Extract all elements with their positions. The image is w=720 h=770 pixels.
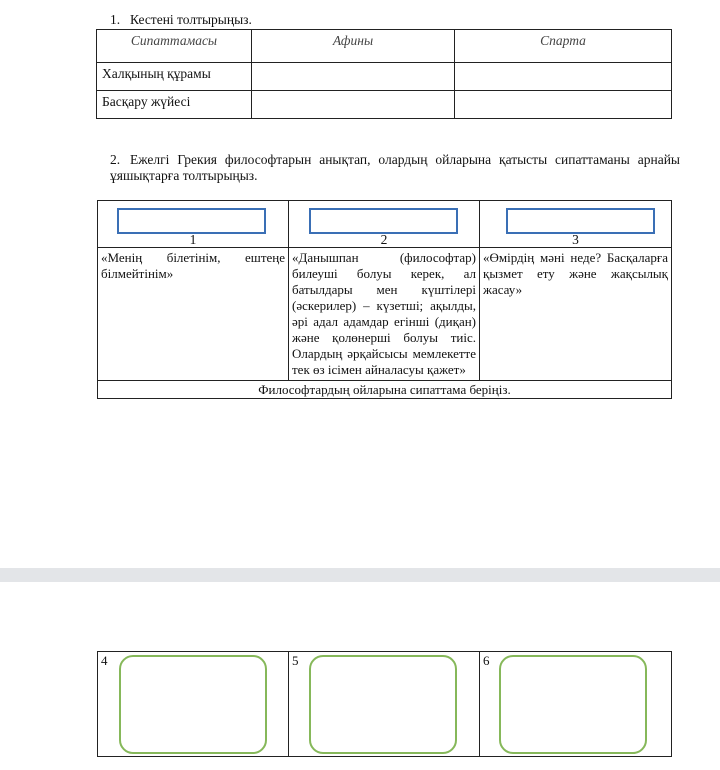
description-cell-5	[289, 652, 480, 757]
table1-cell-sparta[interactable]	[455, 91, 672, 119]
task1-number: 1.	[110, 12, 121, 27]
philosopher-name-box-2[interactable]	[309, 208, 458, 234]
table1-row-label: Халқының құрамы	[97, 63, 252, 91]
task1-title: Кестені толтырыңыз.	[130, 12, 252, 27]
page-separator	[0, 568, 720, 582]
philosopher-name-box-3[interactable]	[506, 208, 655, 234]
table1-header-characteristic: Сипаттамасы	[97, 30, 252, 63]
table1-header-athens: Афины	[252, 30, 455, 63]
table1-header-sparta: Спарта	[455, 30, 672, 63]
philosopher-quote-2: «Данышпан (философтар) билеуші болуы керек, ал батылдары мен күштілері (әскерилер) – күзетші; ақылды, әрі адал адамдар егінші (диқан) және қолөнерші болуы тиіс. Олардың әрқайсысы мемлекетте тек өз ісімен айналасуы қажет»	[289, 248, 480, 381]
column-number-1: 1	[189, 232, 197, 247]
description-box-5[interactable]	[309, 655, 457, 754]
table1-cell-athens[interactable]	[252, 91, 455, 119]
table1-cell-athens[interactable]	[252, 63, 455, 91]
task2-heading	[110, 152, 680, 184]
column-number-3: 3	[572, 232, 579, 247]
table2-footer: Философтардың ойларына сипаттама беріңіз.	[98, 381, 672, 399]
description-box-6[interactable]	[499, 655, 647, 754]
description-cell-6	[480, 652, 672, 757]
philosopher-name-box-1[interactable]	[117, 208, 266, 234]
description-box-4[interactable]	[119, 655, 267, 754]
philosopher-name-cell-2	[289, 201, 480, 248]
task2-title: Ежелгі Грекия философтарын анықтап, олардың ойларына қатысты сипаттаманы арнайы ұяшықтарға толтырыңыз.	[110, 152, 680, 183]
cell-number-4: 4	[101, 653, 108, 668]
comparison-table	[96, 29, 672, 119]
table1-cell-sparta[interactable]	[455, 63, 672, 91]
table1-row-label: Басқару жүйесі	[97, 91, 252, 119]
philosophers-table	[97, 200, 672, 399]
task1-heading	[110, 12, 252, 28]
philosopher-quote-1: «Менің білетінім, ештеңе білмейтінім»	[98, 248, 289, 381]
description-cell-4	[98, 652, 289, 757]
description-table	[97, 651, 672, 757]
cell-number-5: 5	[292, 653, 299, 668]
philosopher-quote-3: «Өмірдің мәні неде? Басқаларға қызмет ету және жақсылық жасау»	[480, 248, 672, 381]
philosopher-name-cell-1	[98, 201, 289, 248]
column-number-2: 2	[380, 232, 388, 247]
philosopher-name-cell-3	[480, 201, 672, 248]
cell-number-6: 6	[483, 653, 490, 668]
task2-number: 2.	[110, 152, 121, 167]
